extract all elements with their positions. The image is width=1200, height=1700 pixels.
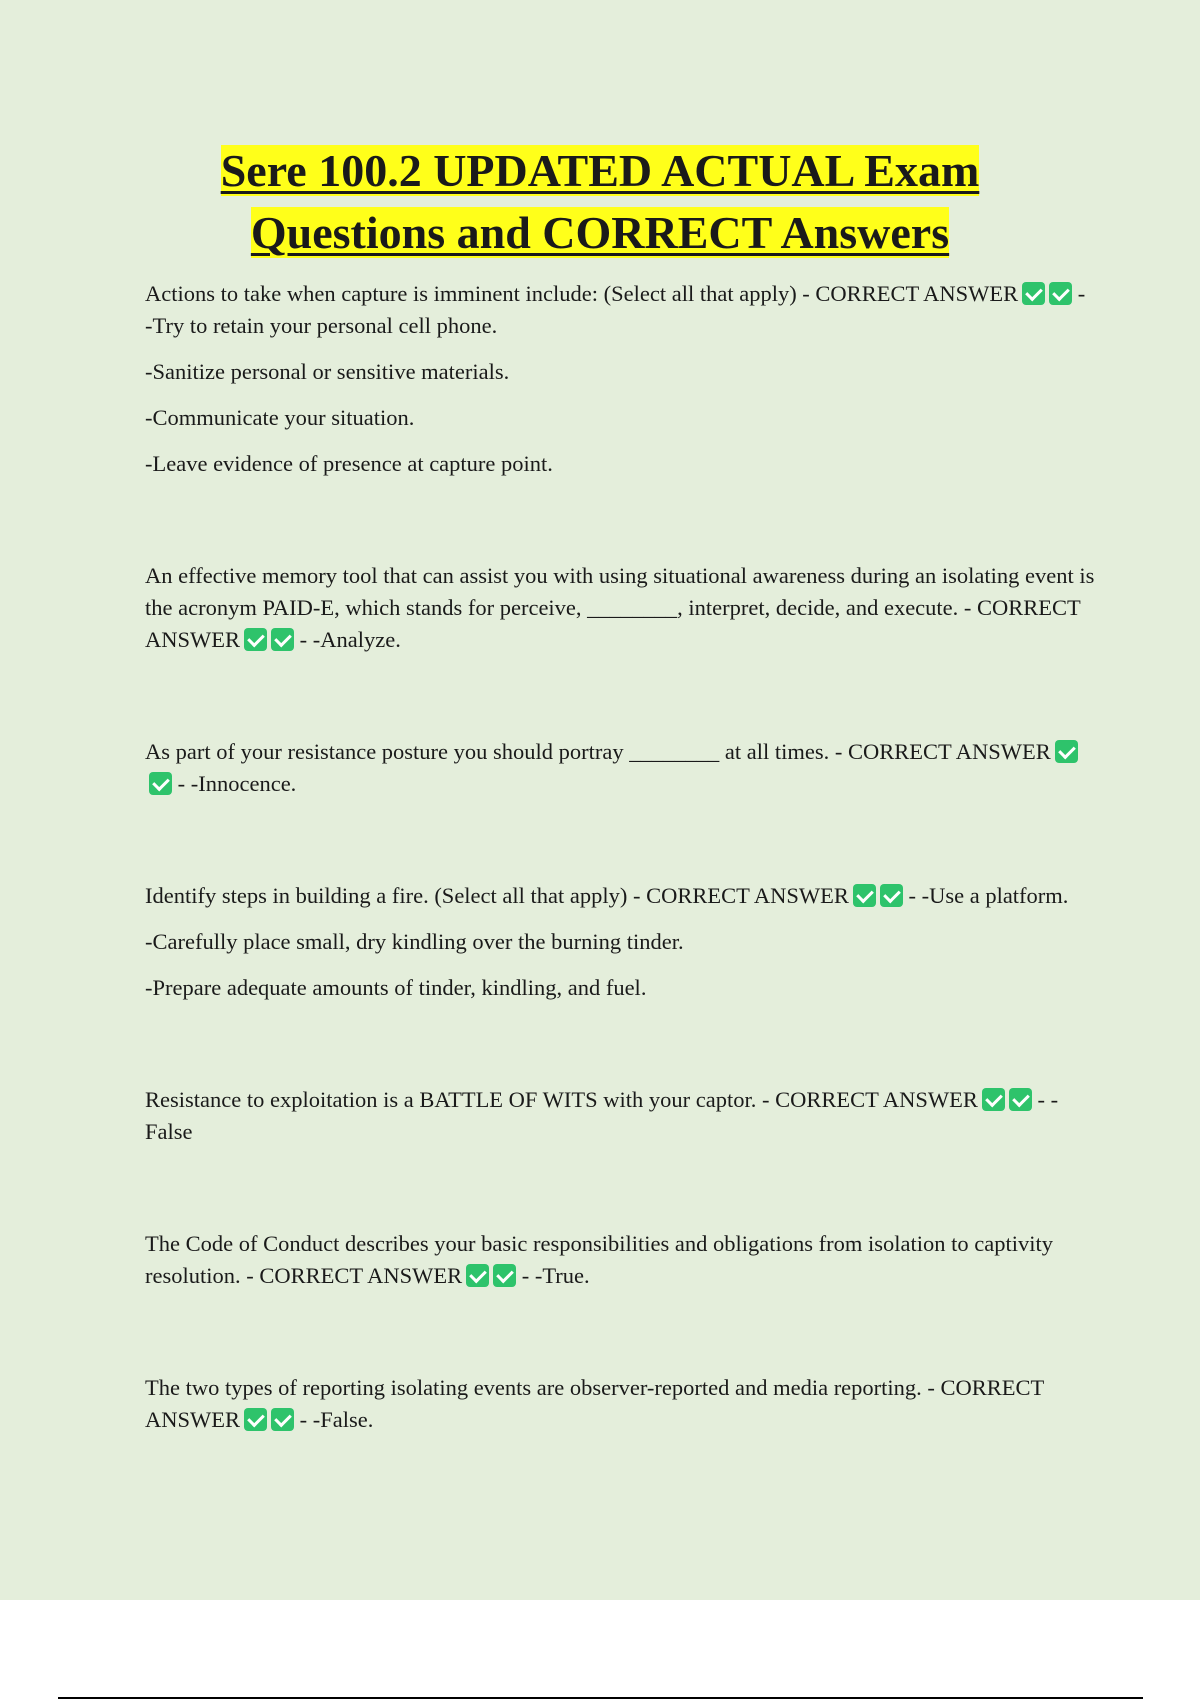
answer-extra-line: -Carefully place small, dry kindling over the burning tinder. [145, 929, 684, 954]
qa-list [145, 278, 1095, 1450]
title-line-2: Questions and CORRECT Answers [250, 207, 950, 258]
answer-extra-line: -Prepare adequate amounts of tinder, kindling, and fuel. [145, 975, 647, 1000]
qa-item-7 [145, 1372, 1095, 1436]
answer-text: - -Use a platform. [902, 883, 1069, 908]
checkmark-icon [244, 1408, 267, 1431]
answer-text: - -Try to retain your personal cell phone. [145, 281, 1086, 338]
answer-text: - -True. [516, 1263, 590, 1288]
checkmark-icon [1049, 282, 1072, 305]
answer-extra-line: -Communicate your situation. [145, 405, 415, 430]
qa-question-paragraph [145, 1084, 1095, 1148]
qa-question-paragraph [145, 1228, 1095, 1292]
question-text: As part of your resistance posture you should portray ________ at all times. - CORRECT ANSWER [145, 739, 1051, 764]
qa-question-paragraph [145, 278, 1095, 342]
qa-question-paragraph [145, 736, 1095, 800]
question-text: Actions to take when capture is imminent include: (Select all that apply) - CORRECT ANSWER [145, 281, 1019, 306]
checkmark-icon [1055, 740, 1078, 763]
answer-text: - -Analyze. [294, 627, 401, 652]
checkmark-icon [271, 1408, 294, 1431]
qa-item-5 [145, 1084, 1095, 1148]
checkmark-icon [244, 628, 267, 651]
answer-text: - -False. [294, 1407, 374, 1432]
question-text: Identify steps in building a fire. (Select all that apply) - CORRECT ANSWER [145, 883, 849, 908]
checkmark-icon [493, 1264, 516, 1287]
checkmark-icon [1022, 282, 1045, 305]
question-text: Resistance to exploitation is a BATTLE OF WITS with your captor. - CORRECT ANSWER [145, 1087, 978, 1112]
question-text: The Code of Conduct describes your basic responsibilities and obligations from isolation to captivity resolution. - CORRECT ANSWER [145, 1231, 1053, 1288]
qa-item-4 [145, 880, 1095, 1004]
document-title [0, 140, 1200, 264]
qa-question-paragraph [145, 1372, 1095, 1436]
answer-extra-line: -Leave evidence of presence at capture point. [145, 451, 553, 476]
question-text: An effective memory tool that can assist you with using situational awareness during an isolating event is the acronym PAID-E, which stands for perceive, ________, interpret, decide, and execute. - CORRECT ANSWER [145, 563, 1095, 652]
answer-text: - -False [145, 1087, 1059, 1144]
qa-item-1 [145, 278, 1095, 480]
checkmark-icon [982, 1088, 1005, 1111]
qa-question-paragraph [145, 560, 1095, 656]
checkmark-icon [880, 884, 903, 907]
checkmark-icon [149, 772, 172, 795]
qa-question-paragraph [145, 880, 1095, 912]
checkmark-icon [1009, 1088, 1032, 1111]
qa-item-2 [145, 560, 1095, 656]
checkmark-icon [271, 628, 294, 651]
answer-extra-line: -Sanitize personal or sensitive materials. [145, 359, 510, 384]
qa-item-6 [145, 1228, 1095, 1292]
title-line-1: Sere 100.2 UPDATED ACTUAL Exam [220, 145, 980, 196]
question-text: The two types of reporting isolating events are observer-reported and media reporting. - CORRECT ANSWER [145, 1375, 1044, 1432]
footer-divider [58, 1697, 1143, 1699]
checkmark-icon [466, 1264, 489, 1287]
qa-item-3 [145, 736, 1095, 800]
answer-text: - -Innocence. [172, 771, 297, 796]
checkmark-icon [853, 884, 876, 907]
